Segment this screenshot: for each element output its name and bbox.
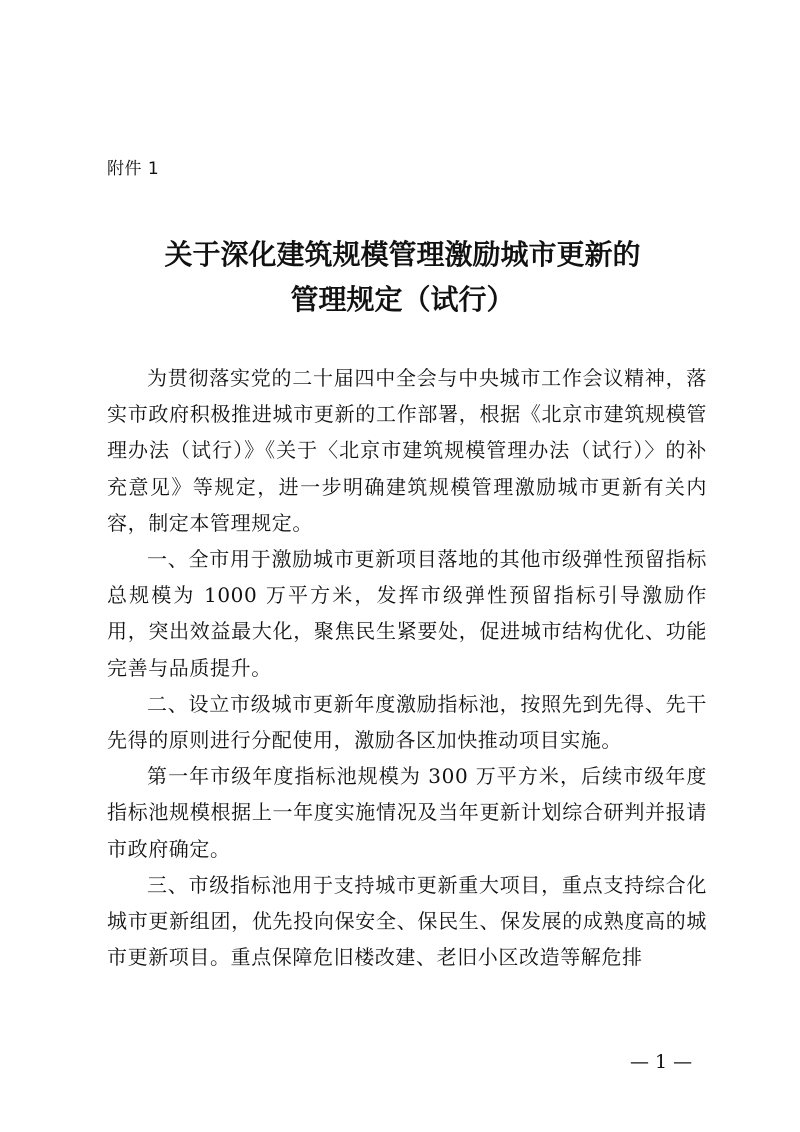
attachment-label: 附件 1 [107, 159, 160, 179]
document-title-line-2: 管理规定（试行） [290, 283, 515, 316]
body-paragraph: 为贯彻落实党的二十届四中全会与中央城市工作会议精神，落实市政府积极推进城市更新的工作部署，根据《北京市建筑规模管理办法（试行）》《关于〈北京市建筑规模管理办法（试行）〉的补充意见》等规定，进一步明确建筑规模管理激励城市更新有关内容，制定本管理规定。 [107, 366, 707, 535]
document-title-line-1: 关于深化建筑规模管理激励城市更新的 [164, 238, 641, 271]
body-paragraph: 二、设立市级城市更新年度激励指标池，按照先到先得、先干先得的原则进行分配使用，激励各区加快推动项目实施。 [107, 691, 707, 753]
body-paragraph: 一、全市用于激励城市更新项目落地的其他市级弹性预留指标总规模为 1000 万平方米，发挥市级弹性预留指标引导激励作用，突出效益最大化，聚焦民生紧要处，促进城市结构优化、功能完善与品质提升。 [107, 547, 707, 680]
document-body [107, 360, 707, 975]
page-number: — 1 — [630, 1051, 693, 1073]
body-paragraph: 三、市级指标池用于支持城市更新重大项目，重点支持综合化城市更新组团，优先投向保安全、保民生、保发展的成熟度高的城市更新项目。重点保障危旧楼改建、老旧小区改造等解危排 [107, 872, 707, 970]
body-paragraph: 第一年市级年度指标池规模为 300 万平方米，后续市级年度指标池规模根据上一年度实施情况及当年更新计划综合研判并报请市政府确定。 [107, 764, 707, 861]
